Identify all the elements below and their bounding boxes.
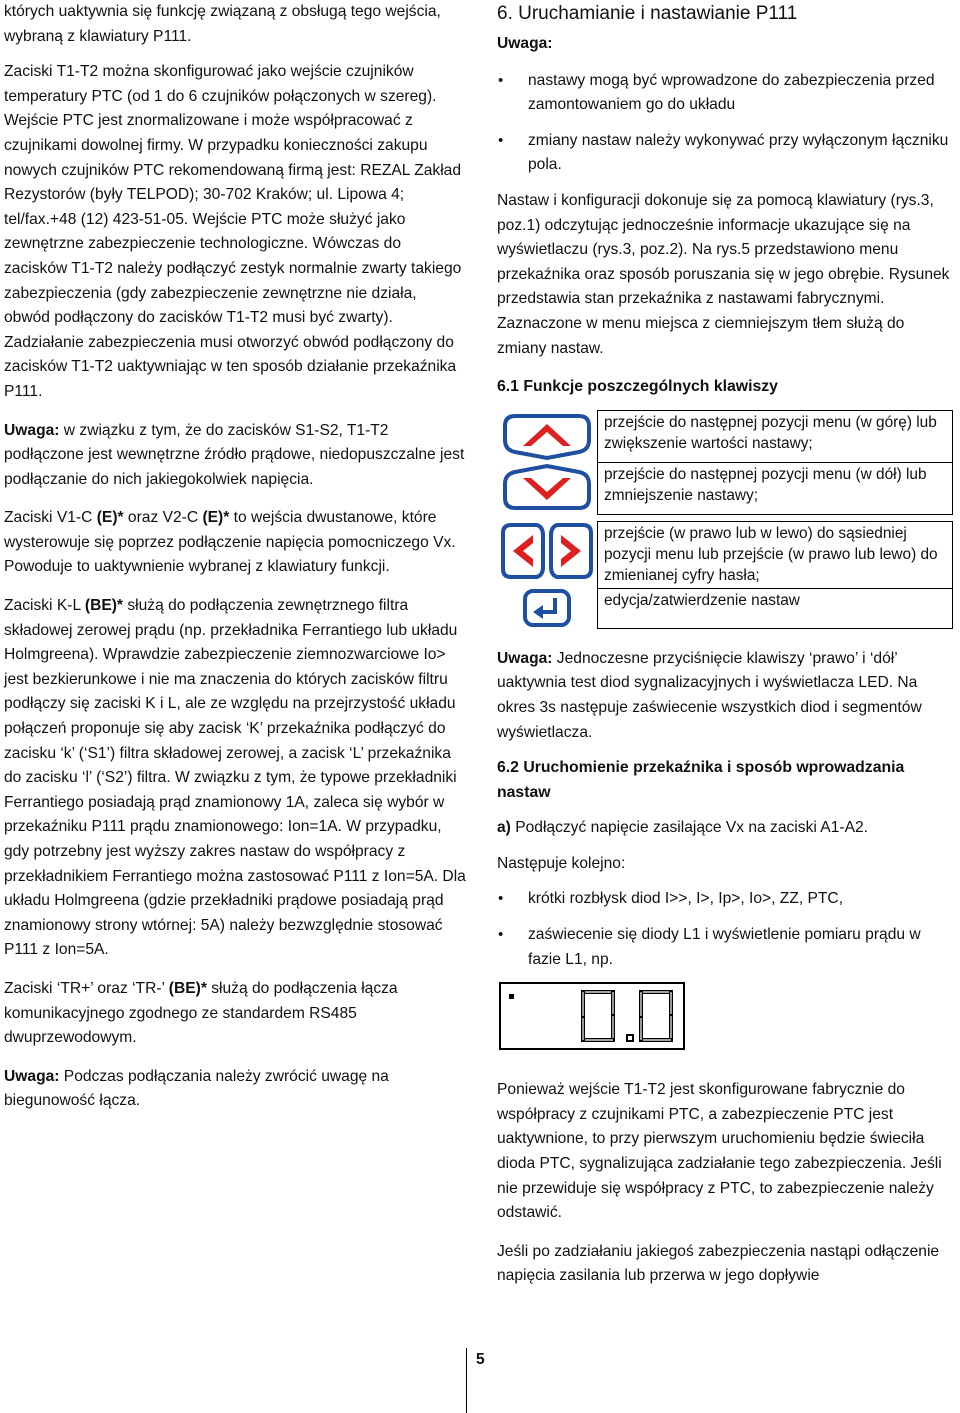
text-bold: (BE)*: [84, 597, 123, 615]
key-description: przejście do następnej pozycji menu (w dół) lub zmniejszenie nastawy;: [598, 462, 953, 514]
keys-table: [497, 410, 953, 629]
text: Zaciski K-L: [4, 597, 85, 615]
text: służą do podłączenia łącza komunikacyjnego zgodnego ze standardem RS485 dwuprzewodowym.: [4, 979, 398, 1047]
down-arrow-key-icon: [497, 462, 597, 514]
key-cell: [497, 410, 598, 462]
left-right-arrow-key-icon: [497, 521, 597, 581]
key-cell: [497, 521, 598, 588]
paragraph: [497, 647, 957, 745]
note-label: Uwaga:: [497, 649, 553, 667]
key-cell: [497, 462, 598, 514]
table-row: [497, 521, 953, 588]
key-description: edycja/zatwierdzenie nastaw: [598, 588, 953, 628]
table-row: [497, 462, 953, 514]
paragraph: Następuje kolejno:: [497, 854, 626, 872]
subsection-title: 6.1 Funkcje poszczególnych klawiszy: [497, 378, 778, 396]
paragraph: Ponieważ wejście T1-T2 jest skonfigurowane fabrycznie do współpracy z czujnikami PTC, a zabezpieczenie PTC jest uaktywnione, to przy pierwszym uruchomieniu będzie świeciła dioda PTC, sygnalizująca zadziałanie tego zabezpieczenia. Jeśli nie przewiduje się współpracy z PTC, to zabezpieczenie należy odstawić.: [497, 1081, 942, 1222]
bullet-list: [497, 887, 957, 972]
list-item: • zaświecenie się diody L1 i wyświetlenie pomiaru prądu w fazie L1, np.: [497, 923, 957, 972]
note-text: w związku z tym, że do zacisków S1-S2, T1-T2 podłączone jest wewnętrzne źródło prądowe, niedopuszczalne jest podłączanie do nich jakiegokolwiek napięcia.: [4, 421, 465, 488]
text-bold: (BE)*: [168, 979, 207, 997]
table-row: [497, 588, 953, 628]
list-item: • krótki rozbłysk diod I>>, I>, Ip>, Io>, ZZ, PTC,: [497, 887, 957, 912]
note-label: Uwaga:: [4, 1067, 60, 1085]
paragraph: których uaktywnia się funkcję związaną z obsługą tego wejścia, wybraną z klawiatury P111.: [4, 3, 441, 45]
display-screen: [499, 982, 685, 1050]
step-label: a): [497, 819, 511, 837]
paragraph: [4, 419, 466, 493]
text: służą do podłączenia zewnętrznego filtra składowej zerowej prądu (np. przekładnika Ferrantiego lub układu Holmgreena). Wprawdzie zabezpieczenie ziemnozwarciowe Io> jest bezkierunkowe i nie ma znaczenia do których zacisków filtru podłączy się zaciski K i L, ale ze względu na przejrzystość układu połączeń proponuje się aby zacisk ‘K’ przekaźnika podłączyć do zacisku ‘k’ (‘S1’) filtra składowej zerowej, a zacisk ‘L’ przekaźnika do zacisku ‘l’ (‘S2’) filtra. W związku z tym, że typowe przekładniki Ferrantiego posiadają prąd znamionowy 1A, zaleca się wybór w przekaźniku P111 prądu znamionowego: Ion=1A. W przypadku, gdy potrzebny jest wyższy zakres nastaw do współpracy z przekładnikiem Ferrantiego można zastosować P111 z Ion=5A. Dla układu Holmgreena (gdzie przekładniki prądowe posiadają prąd znamionowy strony wtórnej: 5A) należy bezwzględnie stosować P111 z Ion=5A.: [4, 597, 466, 959]
text: to wejścia dwustanowe, które wysterowuje się poprzez podłączenie napięcia pomocniczego Vx. Powoduje to uaktywnienie wybranej z klawiatury funkcji.: [4, 509, 456, 576]
note-text: Jednoczesne przyciśnięcie klawiszy ‘prawo’ i ‘dół’ uaktywnia test diod sygnalizacyjnych i wyświetlacza LED. Na okres 3s następuje zaświecenie wszystkich diod i segmentów wyświetlacza.: [497, 649, 922, 741]
text-bold: (E)*: [96, 509, 124, 527]
paragraph: [4, 594, 466, 963]
right-column: [497, 0, 957, 1300]
note-label: Uwaga:: [497, 35, 553, 52]
key-description: przejście (w prawo lub w lewo) do sąsiedniej pozycji menu lub przejście (w prawo lub lewo) do zmienianej cyfry hasła;: [598, 521, 953, 588]
note-label: Uwaga:: [4, 421, 60, 439]
left-column: [4, 0, 466, 1125]
decimal-point: [627, 1035, 633, 1041]
enter-key-icon: [497, 588, 597, 628]
paragraph: [4, 977, 466, 1051]
bullet-list: [497, 69, 957, 178]
table-row: [497, 410, 953, 462]
text: oraz V2-C: [123, 509, 203, 527]
subsection-title: 6.2 Uruchomienie przekaźnika i sposób wprowadzania nastaw: [497, 759, 905, 801]
paragraph: Nastaw i konfiguracji dokonuje się za pomocą klawiatury (rys.3, poz.1) odczytując jednocześnie informacje ukazujące się na wyświetlaczu (rys.3, poz.2). Na rys.5 przedstawiono menu przekaźnika oraz sposób poruszania się w jego obrębie. Rysunek przedstawia stan przekaźnika z nastawami fabrycznymi. Zaznaczone w menu miejsca z ciemniejszym tłem służą do zmiany nastaw.: [497, 191, 950, 357]
step-text: Podłączyć napięcie zasilające Vx na zaciski A1-A2.: [510, 819, 868, 837]
text-bold: (E)*: [202, 509, 230, 527]
list-item: • nastawy mogą być wprowadzone do zabezpieczenia przed zamontowaniem go do układu: [497, 69, 957, 118]
page-number: 5: [476, 1351, 485, 1368]
footer-divider: [466, 1348, 467, 1413]
paragraph: [4, 506, 466, 580]
paragraph: [4, 1065, 466, 1114]
paragraph: [497, 816, 957, 841]
text: Zaciski ‘TR+’ oraz ‘TR-’: [4, 979, 169, 997]
up-arrow-key-icon: [497, 410, 597, 462]
list-item: • zmiany nastaw należy wykonywać przy wyłączonym łączniku pola.: [497, 129, 957, 178]
key-description: przejście do następnej pozycji menu (w górę) lub zwiększenie wartości nastawy;: [598, 410, 953, 462]
paragraph: Jeśli po zadziałaniu jakiegoś zabezpieczenia nastąpi odłączenie napięcia zasilania lub przerwa w jego dopływie: [497, 1242, 940, 1285]
section-title: 6. Uruchamianie i nastawianie P111: [497, 3, 798, 24]
text: Zaciski V1-C: [4, 509, 97, 527]
key-cell: [497, 588, 598, 628]
display-digits: [501, 984, 683, 1048]
paragraph: Zaciski T1-T2 można skonfigurować jako wejście czujników temperatury PTC (od 1 do 6 czujników połączonych w szereg). Wejście PTC jest znormalizowane i może współpracować z czujnikami dowolnej firmy. W przypadku konieczności zakupu nowych czujników PTC rekomendowaną firmą jest: REZAL Zakład Rezystorów (były TELPOD); 30-702 Kraków; ul. Lipowa 4; tel/fax.+48 (12) 423-51-05. Wejście PTC może służyć jako zewnętrzne zabezpieczenie technologiczne. Wówczas do zacisków T1-T2 należy podłączyć zestyk normalnie zwarty takiego zabezpieczenia (gdy zabezpieczenie zewnętrzne nie działa, obwód podłączony do zacisków T1-T2 musi być zwarty). Zadziałanie zabezpieczenia musi otworzyć obwód podłączony do zacisków T1-T2 uaktywniając w ten sposób działanie przekaźnika P111.: [4, 63, 462, 400]
note-text: Podczas podłączania należy zwrócić uwagę na biegunowość łącza.: [4, 1067, 389, 1110]
